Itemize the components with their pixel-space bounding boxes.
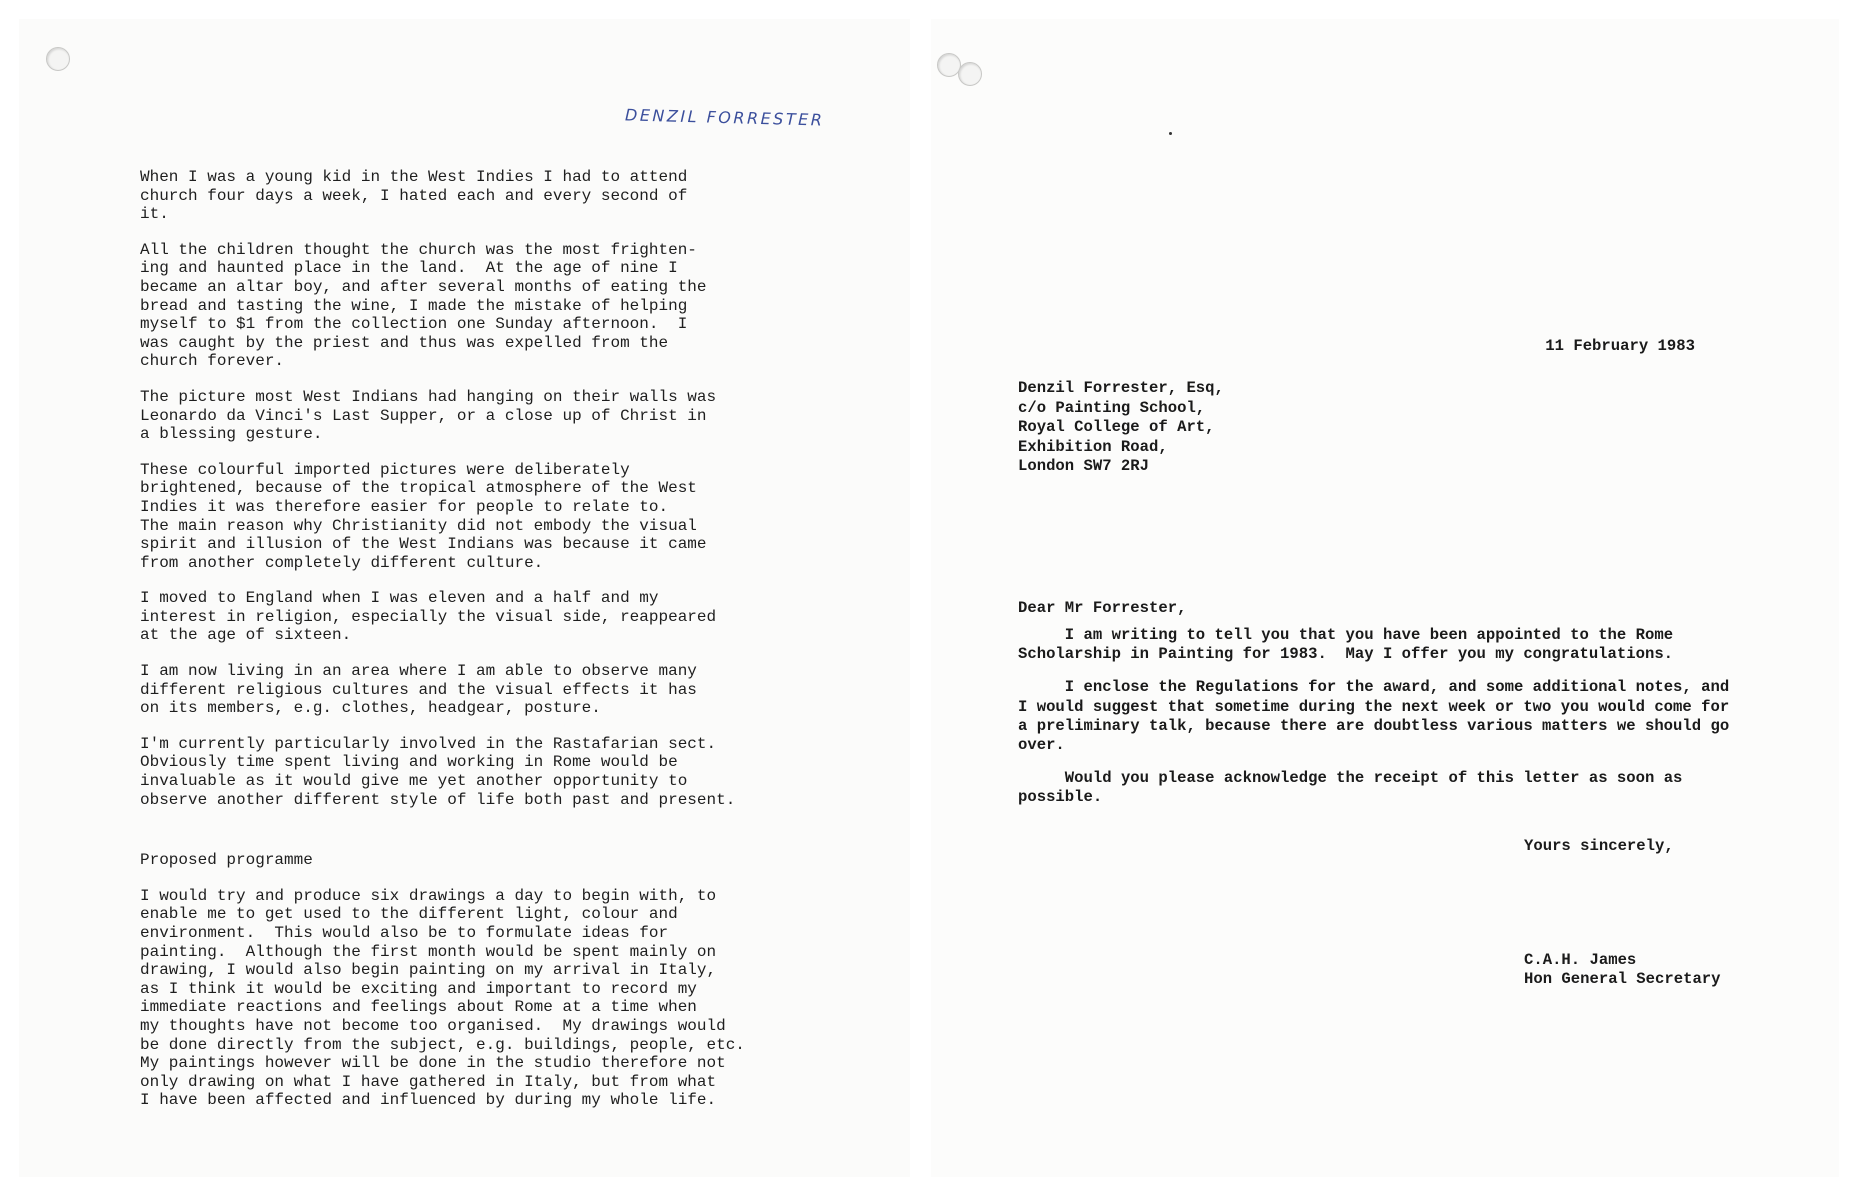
closing: Yours sincerely,	[1524, 837, 1674, 855]
letter-paragraph: I enclose the Regulations for the award, and some additional notes, and I would suggest that sometime during the next week or two you would come for a preliminary talk, because there are doubtless various matters we should go over.	[1018, 678, 1730, 755]
paragraph: The picture most West Indians had hanging on their walls was Leonardo da Vinci's Last Supper, or a close up of Christ in a blessing gesture.	[140, 387, 717, 444]
recipient-address: Denzil Forrester, Esq, c/o Painting School, Royal College of Art, Exhibition Road, London SW7 2RJ	[1018, 379, 1224, 475]
letter-date: 11 February 1983	[1545, 337, 1695, 355]
right-page	[931, 19, 1839, 1177]
letter-body	[1018, 626, 1770, 822]
salutation: Dear Mr Forrester,	[1018, 599, 1187, 617]
statement-text	[140, 168, 860, 1127]
paragraph: When I was a young kid in the West Indies I had to attend church four days a week, I hated each and every second of it.	[140, 168, 688, 224]
signatory: C.A.H. James Hon General Secretary	[1524, 951, 1721, 988]
ink-fleck	[1169, 132, 1172, 135]
letter-paragraph: Would you please acknowledge the receipt of this letter as soon as possible.	[1018, 769, 1683, 807]
paragraph: I moved to England when I was eleven and a half and my interest in religion, especially the visual side, reappeared at the age of sixteen.	[140, 589, 717, 645]
section-heading: Proposed programme	[140, 851, 313, 870]
programme-paragraph: I would try and produce six drawings a day to begin with, to enable me to get used to the different light, colour and environment. This would also be to formulate ideas for painting. Although the first month would be spent mainly on drawing, I would also begin painting on my arrival in Italy, as I think it would be exciting and important to record my immediate reactions and feelings about Rome at a time when my thoughts have not become too organised. My drawings would be done directly from the subject, e.g. buildings, people, etc. My paintings however will be done in the studio therefore not only drawing on what I have gathered in Italy, but from what I have been affected and influenced by during my whole life.	[140, 886, 745, 1110]
punch-hole-icon	[958, 62, 982, 86]
letter-paragraph: I am writing to tell you that you have been appointed to the Rome Scholarship in Painting for 1983. May I offer you my congratulations.	[1018, 626, 1674, 664]
handwritten-name: DENZIL FORRESTER	[624, 105, 825, 130]
punch-hole-icon	[46, 47, 70, 71]
paragraph: I am now living in an area where I am able to observe many different religious cultures and the visual effects it has on its members, e.g. clothes, headgear, posture.	[140, 662, 697, 718]
paragraph: These colourful imported pictures were deliberately brightened, because of the tropical atmosphere of the West Indies it was therefore easier for people to relate to. The main reason why Christianity did not embody the visual spirit and illusion of the West Indians was because it came from another completely different culture.	[140, 460, 707, 572]
paragraph: I'm currently particularly involved in the Rastafarian sect. Obviously time spent living and working in Rome would be invaluable as it would give me yet another opportunity to observe another different style of life both past and present.	[140, 734, 736, 809]
left-page	[19, 19, 910, 1177]
paragraph: All the children thought the church was the most frighten- ing and haunted place in the land. At the age of nine I became an altar boy, and after several months of eating the bread and tasting the wine, I made the mistake of helping myself to $1 from the collection one Sunday afternoon. I was caught by the priest and thus was expelled from the church forever.	[140, 240, 707, 371]
